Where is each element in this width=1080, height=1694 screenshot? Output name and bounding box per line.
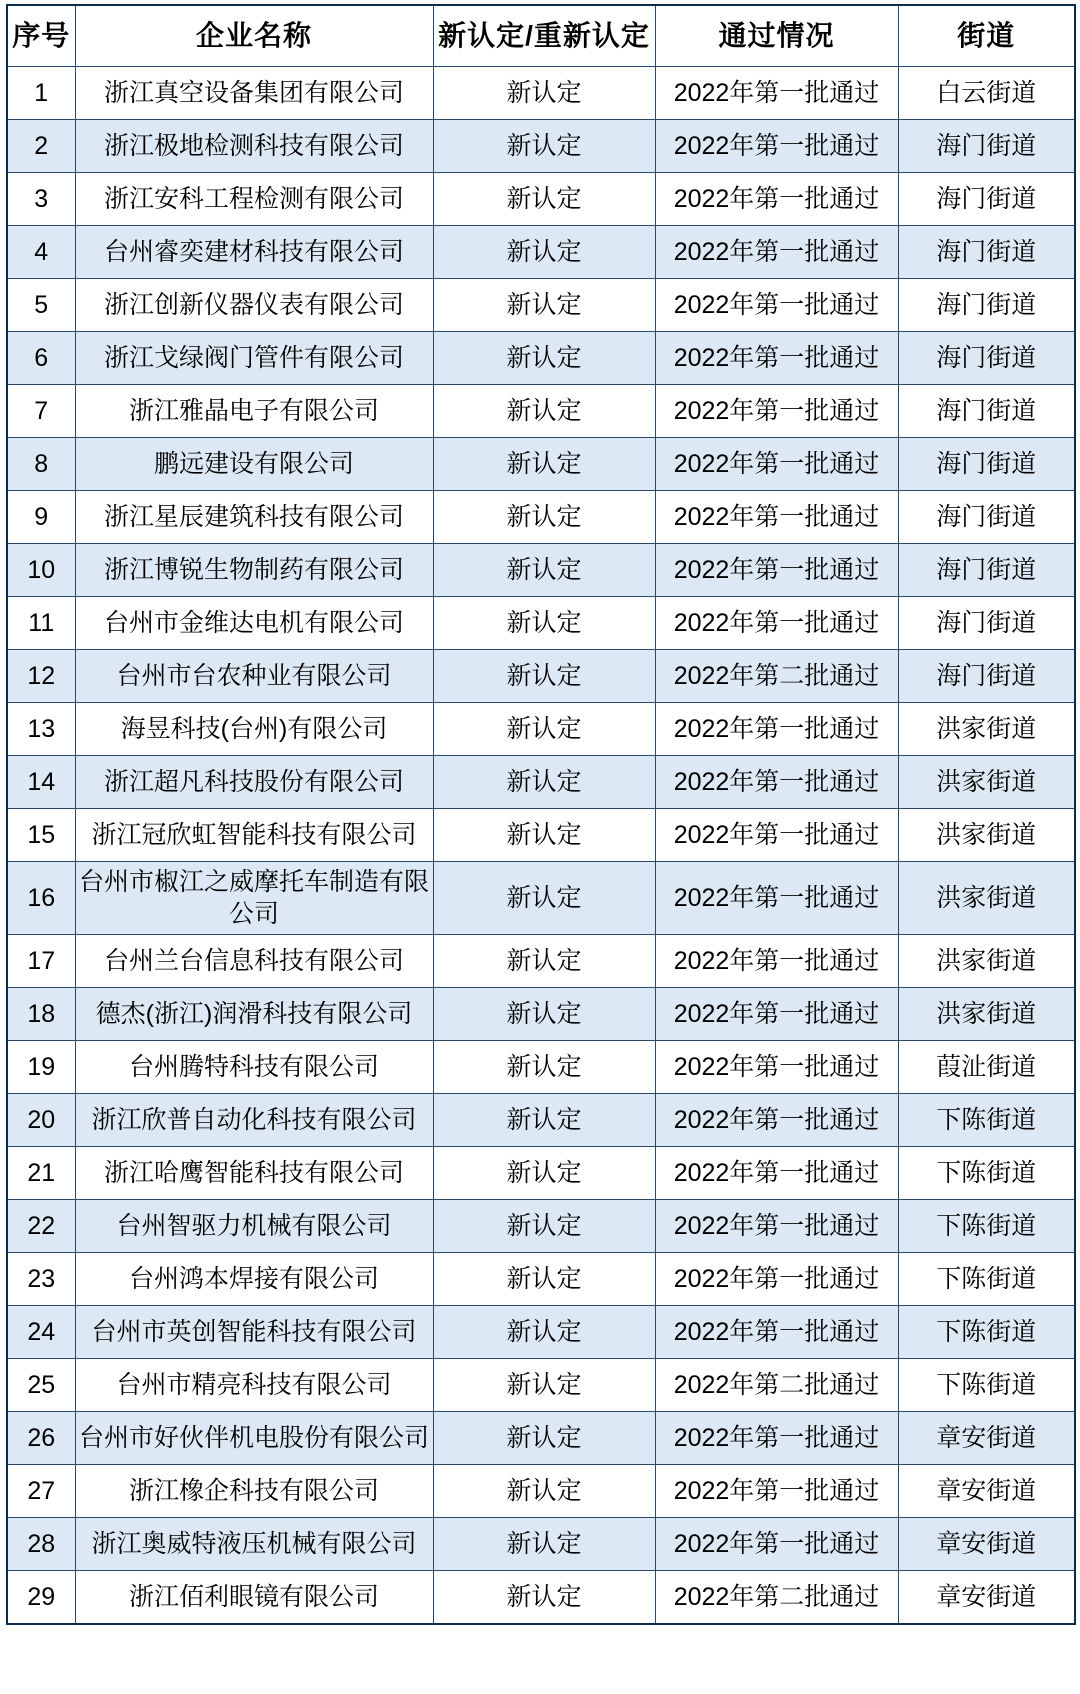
table-row (7, 650, 1075, 703)
column-header-index: 序号 (7, 5, 75, 67)
table-header (7, 5, 1075, 67)
table-body (7, 67, 1075, 1625)
cell-approval-status: 2022年第一批通过 (655, 173, 898, 226)
cell-index: 16 (7, 862, 75, 935)
cell-street: 海门街道 (898, 544, 1075, 597)
cell-index: 14 (7, 756, 75, 809)
table-row (7, 703, 1075, 756)
cell-company-name: 浙江创新仪器仪表有限公司 (75, 279, 433, 332)
cell-index: 25 (7, 1359, 75, 1412)
cell-index: 20 (7, 1094, 75, 1147)
cell-approval-status: 2022年第一批通过 (655, 491, 898, 544)
cell-street: 葭沚街道 (898, 1041, 1075, 1094)
cell-certification-type: 新认定 (433, 332, 655, 385)
cell-approval-status: 2022年第一批通过 (655, 809, 898, 862)
cell-street: 洪家街道 (898, 703, 1075, 756)
table-row (7, 1465, 1075, 1518)
cell-certification-type: 新认定 (433, 173, 655, 226)
cell-company-name: 浙江橡企科技有限公司 (75, 1465, 433, 1518)
cell-certification-type: 新认定 (433, 226, 655, 279)
certified-companies-table (6, 4, 1076, 1625)
cell-street: 海门街道 (898, 597, 1075, 650)
cell-certification-type: 新认定 (433, 1147, 655, 1200)
cell-certification-type: 新认定 (433, 988, 655, 1041)
cell-certification-type: 新认定 (433, 120, 655, 173)
table-row (7, 438, 1075, 491)
cell-street: 海门街道 (898, 279, 1075, 332)
cell-company-name: 海昱科技(台州)有限公司 (75, 703, 433, 756)
cell-approval-status: 2022年第一批通过 (655, 935, 898, 988)
table-row (7, 1094, 1075, 1147)
cell-certification-type: 新认定 (433, 1306, 655, 1359)
cell-certification-type: 新认定 (433, 1518, 655, 1571)
cell-certification-type: 新认定 (433, 935, 655, 988)
cell-approval-status: 2022年第一批通过 (655, 1253, 898, 1306)
cell-certification-type: 新认定 (433, 491, 655, 544)
table-row (7, 67, 1075, 120)
cell-index: 8 (7, 438, 75, 491)
cell-approval-status: 2022年第一批通过 (655, 544, 898, 597)
table-row (7, 988, 1075, 1041)
cell-approval-status: 2022年第一批通过 (655, 279, 898, 332)
cell-company-name: 台州睿奕建材科技有限公司 (75, 226, 433, 279)
column-header-street: 街道 (898, 5, 1075, 67)
table-row (7, 1147, 1075, 1200)
table-row (7, 544, 1075, 597)
cell-index: 2 (7, 120, 75, 173)
cell-approval-status: 2022年第一批通过 (655, 862, 898, 935)
table-header-row (7, 5, 1075, 67)
cell-index: 24 (7, 1306, 75, 1359)
table-row (7, 756, 1075, 809)
cell-approval-status: 2022年第一批通过 (655, 120, 898, 173)
cell-street: 海门街道 (898, 650, 1075, 703)
cell-street: 章安街道 (898, 1571, 1075, 1625)
cell-company-name: 台州腾特科技有限公司 (75, 1041, 433, 1094)
cell-index: 23 (7, 1253, 75, 1306)
cell-index: 28 (7, 1518, 75, 1571)
cell-index: 27 (7, 1465, 75, 1518)
cell-street: 洪家街道 (898, 935, 1075, 988)
cell-street: 海门街道 (898, 173, 1075, 226)
cell-approval-status: 2022年第一批通过 (655, 1041, 898, 1094)
table-row (7, 1518, 1075, 1571)
cell-approval-status: 2022年第一批通过 (655, 385, 898, 438)
cell-company-name: 台州市台农种业有限公司 (75, 650, 433, 703)
cell-street: 白云街道 (898, 67, 1075, 120)
cell-company-name: 浙江奥威特液压机械有限公司 (75, 1518, 433, 1571)
cell-street: 下陈街道 (898, 1147, 1075, 1200)
cell-approval-status: 2022年第一批通过 (655, 332, 898, 385)
cell-approval-status: 2022年第一批通过 (655, 1200, 898, 1253)
cell-certification-type: 新认定 (433, 438, 655, 491)
cell-street: 章安街道 (898, 1518, 1075, 1571)
table-row (7, 385, 1075, 438)
cell-company-name: 台州兰台信息科技有限公司 (75, 935, 433, 988)
cell-approval-status: 2022年第一批通过 (655, 438, 898, 491)
cell-index: 18 (7, 988, 75, 1041)
cell-company-name: 浙江哈鹰智能科技有限公司 (75, 1147, 433, 1200)
cell-company-name: 浙江佰利眼镜有限公司 (75, 1571, 433, 1625)
cell-street: 海门街道 (898, 438, 1075, 491)
cell-approval-status: 2022年第一批通过 (655, 1518, 898, 1571)
cell-index: 7 (7, 385, 75, 438)
cell-index: 19 (7, 1041, 75, 1094)
cell-certification-type: 新认定 (433, 1412, 655, 1465)
cell-index: 29 (7, 1571, 75, 1625)
cell-approval-status: 2022年第一批通过 (655, 988, 898, 1041)
cell-index: 21 (7, 1147, 75, 1200)
cell-company-name: 台州市英创智能科技有限公司 (75, 1306, 433, 1359)
table-row (7, 279, 1075, 332)
cell-approval-status: 2022年第一批通过 (655, 1094, 898, 1147)
cell-index: 13 (7, 703, 75, 756)
cell-index: 5 (7, 279, 75, 332)
cell-certification-type: 新认定 (433, 703, 655, 756)
cell-street: 章安街道 (898, 1412, 1075, 1465)
cell-index: 11 (7, 597, 75, 650)
cell-company-name: 浙江超凡科技股份有限公司 (75, 756, 433, 809)
cell-index: 1 (7, 67, 75, 120)
cell-approval-status: 2022年第一批通过 (655, 1412, 898, 1465)
cell-company-name: 台州市金维达电机有限公司 (75, 597, 433, 650)
cell-company-name: 浙江欣普自动化科技有限公司 (75, 1094, 433, 1147)
table-row (7, 332, 1075, 385)
table-row (7, 1571, 1075, 1625)
cell-approval-status: 2022年第二批通过 (655, 1359, 898, 1412)
table-row (7, 1200, 1075, 1253)
cell-index: 12 (7, 650, 75, 703)
cell-street: 下陈街道 (898, 1306, 1075, 1359)
cell-certification-type: 新认定 (433, 1465, 655, 1518)
cell-certification-type: 新认定 (433, 1571, 655, 1625)
cell-approval-status: 2022年第一批通过 (655, 597, 898, 650)
cell-certification-type: 新认定 (433, 544, 655, 597)
table-row (7, 226, 1075, 279)
cell-street: 下陈街道 (898, 1359, 1075, 1412)
cell-certification-type: 新认定 (433, 597, 655, 650)
cell-index: 6 (7, 332, 75, 385)
cell-index: 26 (7, 1412, 75, 1465)
cell-certification-type: 新认定 (433, 1041, 655, 1094)
cell-approval-status: 2022年第二批通过 (655, 650, 898, 703)
cell-street: 下陈街道 (898, 1094, 1075, 1147)
cell-index: 4 (7, 226, 75, 279)
cell-company-name: 浙江极地检测科技有限公司 (75, 120, 433, 173)
cell-approval-status: 2022年第一批通过 (655, 67, 898, 120)
table-row (7, 120, 1075, 173)
cell-company-name: 台州市精亮科技有限公司 (75, 1359, 433, 1412)
cell-certification-type: 新认定 (433, 279, 655, 332)
table-row (7, 1041, 1075, 1094)
cell-company-name: 浙江雅晶电子有限公司 (75, 385, 433, 438)
cell-company-name: 浙江真空设备集团有限公司 (75, 67, 433, 120)
table-row (7, 1359, 1075, 1412)
cell-index: 10 (7, 544, 75, 597)
cell-approval-status: 2022年第一批通过 (655, 756, 898, 809)
cell-street: 洪家街道 (898, 988, 1075, 1041)
cell-company-name: 台州智驱力机械有限公司 (75, 1200, 433, 1253)
cell-company-name: 浙江星辰建筑科技有限公司 (75, 491, 433, 544)
cell-certification-type: 新认定 (433, 1253, 655, 1306)
cell-street: 海门街道 (898, 385, 1075, 438)
cell-index: 17 (7, 935, 75, 988)
cell-approval-status: 2022年第一批通过 (655, 1147, 898, 1200)
table-row (7, 862, 1075, 935)
table-row (7, 1306, 1075, 1359)
cell-street: 洪家街道 (898, 809, 1075, 862)
cell-street: 下陈街道 (898, 1253, 1075, 1306)
cell-approval-status: 2022年第一批通过 (655, 703, 898, 756)
cell-certification-type: 新认定 (433, 862, 655, 935)
cell-index: 15 (7, 809, 75, 862)
cell-street: 洪家街道 (898, 862, 1075, 935)
cell-certification-type: 新认定 (433, 385, 655, 438)
cell-company-name: 台州市椒江之威摩托车制造有限公司 (75, 862, 433, 935)
cell-certification-type: 新认定 (433, 650, 655, 703)
cell-company-name: 台州市好伙伴机电股份有限公司 (75, 1412, 433, 1465)
cell-index: 3 (7, 173, 75, 226)
table-row (7, 935, 1075, 988)
cell-approval-status: 2022年第二批通过 (655, 1571, 898, 1625)
cell-certification-type: 新认定 (433, 1094, 655, 1147)
table-row (7, 597, 1075, 650)
cell-approval-status: 2022年第一批通过 (655, 1306, 898, 1359)
cell-street: 下陈街道 (898, 1200, 1075, 1253)
cell-company-name: 德杰(浙江)润滑科技有限公司 (75, 988, 433, 1041)
column-header-certification-type: 新认定/重新认定 (433, 5, 655, 67)
column-header-approval-status: 通过情况 (655, 5, 898, 67)
table-row (7, 173, 1075, 226)
cell-street: 洪家街道 (898, 756, 1075, 809)
cell-company-name: 台州鸿本焊接有限公司 (75, 1253, 433, 1306)
cell-company-name: 浙江安科工程检测有限公司 (75, 173, 433, 226)
table-row (7, 1253, 1075, 1306)
cell-certification-type: 新认定 (433, 67, 655, 120)
cell-certification-type: 新认定 (433, 1359, 655, 1412)
cell-company-name: 鹏远建设有限公司 (75, 438, 433, 491)
cell-company-name: 浙江戈绿阀门管件有限公司 (75, 332, 433, 385)
cell-street: 海门街道 (898, 332, 1075, 385)
cell-company-name: 浙江博锐生物制药有限公司 (75, 544, 433, 597)
column-header-company-name: 企业名称 (75, 5, 433, 67)
cell-approval-status: 2022年第一批通过 (655, 226, 898, 279)
table-row (7, 809, 1075, 862)
cell-certification-type: 新认定 (433, 1200, 655, 1253)
cell-certification-type: 新认定 (433, 756, 655, 809)
cell-street: 海门街道 (898, 226, 1075, 279)
cell-certification-type: 新认定 (433, 809, 655, 862)
cell-index: 22 (7, 1200, 75, 1253)
cell-index: 9 (7, 491, 75, 544)
cell-company-name: 浙江冠欣虹智能科技有限公司 (75, 809, 433, 862)
table-row (7, 1412, 1075, 1465)
cell-street: 海门街道 (898, 491, 1075, 544)
cell-street: 章安街道 (898, 1465, 1075, 1518)
cell-approval-status: 2022年第一批通过 (655, 1465, 898, 1518)
table-row (7, 491, 1075, 544)
cell-street: 海门街道 (898, 120, 1075, 173)
